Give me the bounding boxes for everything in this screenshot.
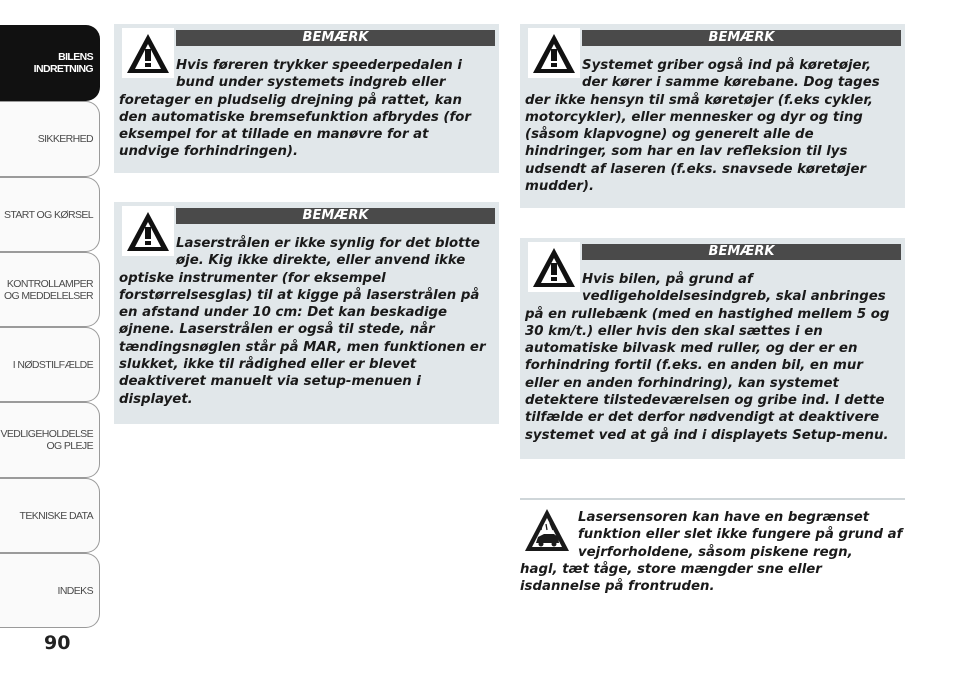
note-text-first: Laserstrålen er ikke synlig for det blotte øje. Kig ikke direkte, eller anvend ikke	[176, 236, 480, 269]
note-heading: BEMÆRK	[176, 30, 495, 46]
tab-label: TEKNISKE DATA	[19, 509, 93, 522]
tab-label: OG PLEJE	[46, 440, 93, 452]
note-box	[114, 202, 499, 424]
tab-kontrollamper[interactable]	[0, 252, 100, 327]
tab-sikkerhed[interactable]	[0, 101, 100, 177]
tab-label: OG MEDDELELSER	[3, 289, 93, 302]
sensor-note-text	[520, 509, 905, 595]
tab-tekniske-data[interactable]	[0, 478, 100, 553]
tab-label: INDRETNING	[33, 63, 93, 75]
tab-label: KONTROLLAMPER	[6, 277, 93, 290]
note-text-first: Hvis føreren trykker speederpedalen i bund under systemets indgreb eller	[176, 58, 462, 91]
note-heading: BEMÆRK	[582, 30, 901, 46]
tab-i-nodstilfaelde[interactable]	[0, 327, 100, 402]
tab-vedligeholdelse[interactable]	[0, 402, 100, 478]
tab-label: INDEKS	[57, 584, 93, 597]
note-box	[114, 24, 499, 173]
note-text	[119, 57, 493, 161]
sensor-note-text-first: Lasersensoren kan have en begrænset funktion eller slet ikke fungere på grund af vejrforholdene, såsom piskene regn,	[578, 510, 903, 560]
note-heading: BEMÆRK	[582, 244, 901, 260]
note-box	[520, 24, 905, 208]
note-text	[525, 57, 899, 195]
note-text	[525, 271, 899, 444]
note-text-rest: på en rullebænk (med en hastighed mellem 5 og 30 km/t.) eller hvis den skal sættes i en automatiske bilvask med ruller, og der er en forhindring fortil (f.eks. en anden bil, en mur eller en anden forhindring), kan systemet detektere tilstedeværelsen og gribe ind. I dette tilfælde er det derfor nødvendigt at deaktivere systemet ved at gå ind i displayets Setup-menu.	[525, 306, 890, 443]
note-text-first: Hvis bilen, på grund af vedligeholdelsesindgreb, skal anbringes	[582, 272, 886, 305]
note-text-rest: foretager en pludselig drejning på rattet, kan den automatiske bremsefunktion afbrydes (for eksempel for at tillade en manøvre for at undvige forhindringen).	[119, 92, 471, 160]
tab-label: BILENS	[58, 51, 93, 63]
note-heading: BEMÆRK	[176, 208, 495, 224]
tab-label: I NØDSTILFÆLDE	[12, 358, 93, 371]
note-text	[119, 235, 493, 408]
tab-start-og-korsel[interactable]	[0, 177, 100, 252]
note-box	[520, 238, 905, 459]
divider	[520, 498, 905, 500]
note-text-first: Systemet griber også ind på køretøjer, der kører i samme kørebane. Dog tages	[582, 58, 880, 91]
note-text-rest: optiske instrumenter (for eksempel forstørrelsesglas) til at kigge på laserstrålen på en afstand under 10 cm: Det kan beskadige øjnene. Laserstrålen er også til stede, når tændingsnøglen står på MAR, men funktionen er slukket, ikke til rådighed eller er blevet deaktiveret manuelt via setup-menuen i displayet.	[119, 270, 486, 407]
tab-label: START OG KØRSEL	[3, 208, 93, 221]
tab-bilens-indretning[interactable]	[0, 25, 100, 101]
tab-label: VEDLIGEHOLDELSE	[0, 428, 93, 440]
page-number: 90	[44, 632, 71, 654]
tab-label: SIKKERHED	[37, 133, 93, 145]
note-text-rest: der ikke hensyn til små køretøjer (f.eks cykler, motorcykler), eller mennesker og dyr og ting (såsom klapvogne) og generelt alle de hindringer, som har en lav refleksion til lys udsendt af laseren (f.eks. snavsede køretøjer mudder).	[525, 92, 873, 195]
sensor-note	[520, 498, 905, 610]
sensor-note-text-rest: hagl, tæt tåge, store mængder sne eller isdannelse på frontruden.	[520, 561, 822, 595]
tab-indeks[interactable]	[0, 553, 100, 628]
